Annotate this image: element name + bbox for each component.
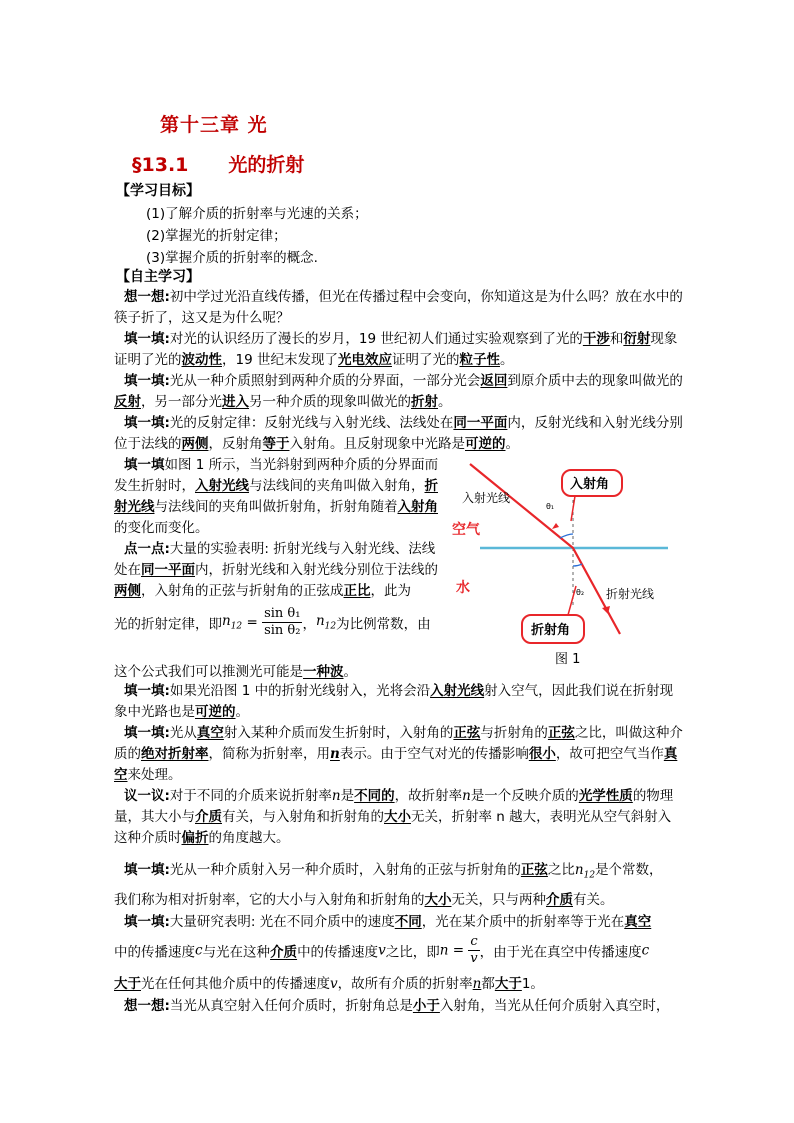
theta1-label: θ₁: [546, 502, 555, 511]
paragraph-think-2: 想一想:当光从真空射入任何介质时，折射角总是小于入射角，当光从任何介质射入真空时，: [124, 998, 670, 1014]
section-number: §13.1: [132, 154, 189, 176]
paragraph-wave: 这个公式我们可以推测光可能是一种波。: [114, 664, 357, 680]
paragraph-fill-3: 填一填:光的反射定律：反射光线与入射光线、法线处在同一平面内，反射光线和入射光线分别位于法线的两侧，反射角等于入射角。且反射现象中光路是可逆的。: [114, 415, 683, 452]
goal-item: (3)掌握介质的折射率的概念.: [146, 250, 318, 266]
paragraph-fill-1: 填一填:对光的认识经历了漫长的岁月，19 世纪初人们通过实验观察到了光的干涉和衍射现象证明了光的波动性，19 世纪末发现了光电效应证明了光的粒子性。: [114, 331, 678, 368]
refraction-angle-label: 折射角: [531, 623, 571, 638]
incident-angle-arc: [560, 534, 573, 538]
paragraph-fill-2: 填一填:光从一种介质照射到两种介质的分界面，一部分光会返回到原介质中去的现象叫做光的反射，另一部分光进入另一种介质的现象叫做光的折射。: [114, 373, 683, 410]
water-label: 水: [456, 580, 470, 596]
paragraph-fill-7: 填一填:光从一种介质射入另一种介质时，入射角的正弦与折射角的正弦之比$n_{12}$是个常数，: [124, 862, 663, 881]
paragraph-discuss: 议一议:对于不同的介质来说折射率n是不同的，故折射率n是一个反映介质的光学性质的物理量，其大小与介质有关，与入射角和折射角的大小无关，折射率 n 越大，表明光从空气斜射入这种介质时偏折的角度越大。: [114, 788, 674, 846]
callout-pointer: [568, 586, 576, 615]
paragraph-fill-8-end: 大于光在任何其他介质中的传播速度v，故所有介质的折射率n都大于1。: [114, 976, 544, 992]
goal-item: (2)掌握光的折射定律；: [146, 228, 287, 244]
paragraph-fill-5: 填一填:如果光沿图 1 中的折射光线射入，光将会沿入射光线射入空气，因此我们说在折射现象中光路也是可逆的。: [114, 683, 674, 720]
refraction-law-formula: 光的折射定律，即$n_{12}$ = $\frac{\text{sin θ₁}}{\text{sin θ₂}}$ ，$n_{12}$为比例常数，由: [114, 606, 431, 638]
callout-pointer: [571, 496, 575, 521]
refracted-ray-label: 折射光线: [606, 587, 655, 601]
incident-angle-label: 入射角: [570, 477, 610, 492]
paragraph-fill-8: 填一填:大量研究表明: 光在不同介质中的速度不同，光在某介质中的折射率等于光在真空: [124, 914, 652, 930]
section-name: 光的折射: [228, 154, 305, 176]
paragraph-fill-7-cont: 我们称为相对折射率，它的大小与入射角和折射角的大小无关，只与两种介质有关。: [114, 892, 614, 908]
goal-item: (1)了解介质的折射率与光速的关系；: [146, 206, 368, 222]
paragraph-point: 点一点:大量的实验表明: 折射光线与入射光线、法线处在同一平面内，折射光线和入射光线分别位于法线的两侧，入射角的正弦与折射角的正弦成正比，此为: [114, 541, 438, 599]
paragraph-fill-4: 填一填如图 1 所示，当光斜射到两种介质的分界面而发生折射时，入射光线与法线间的夹角叫做入射角，折射光线与法线间的夹角叫做折射角，折射角随着入射角的变化而变化。: [114, 457, 439, 536]
theta2-label: θ₂: [576, 588, 585, 597]
speed-ratio-fraction: $\frac{c}{v}$: [470, 934, 478, 966]
goals-heading: 【学习目标】: [116, 183, 200, 199]
section-title: [132, 150, 304, 177]
refraction-diagram: [440, 458, 680, 668]
paragraph-think-1: 想一想:初中学过光沿直线传播，但光在传播过程中会变向，你知道这是为什么吗？放在水中的筷子折了，这又是为什么呢？: [114, 289, 683, 326]
incident-ray-label: 入射光线: [462, 491, 511, 505]
paragraph-fill-6: 填一填:光从真空射入某种介质而发生折射时，入射角的正弦与折射角的正弦之比，叫做这种介质的绝对折射率，简称为折射率，用n表示。由于空气对光的传播影响很小，故可把空气当作真空来处理。: [114, 725, 683, 783]
paragraph-fill-8-cont: 中的传播速度c与光在这种介质中的传播速度v之比，即n = $\frac{c}{v}$ ，由于光在真空中传播速度c: [114, 934, 650, 966]
sine-ratio-fraction: $\frac{\text{sin θ₁}}{\text{sin θ₂}}$: [264, 606, 301, 638]
figure-caption: 图 1: [555, 652, 581, 667]
refraction-angle-arc: [573, 564, 582, 566]
self-study-heading: 【自主学习】: [116, 269, 200, 285]
air-label: 空气: [452, 522, 480, 538]
chapter-title: 第十三章 光: [160, 114, 268, 136]
incident-arrow-icon: [552, 523, 559, 529]
